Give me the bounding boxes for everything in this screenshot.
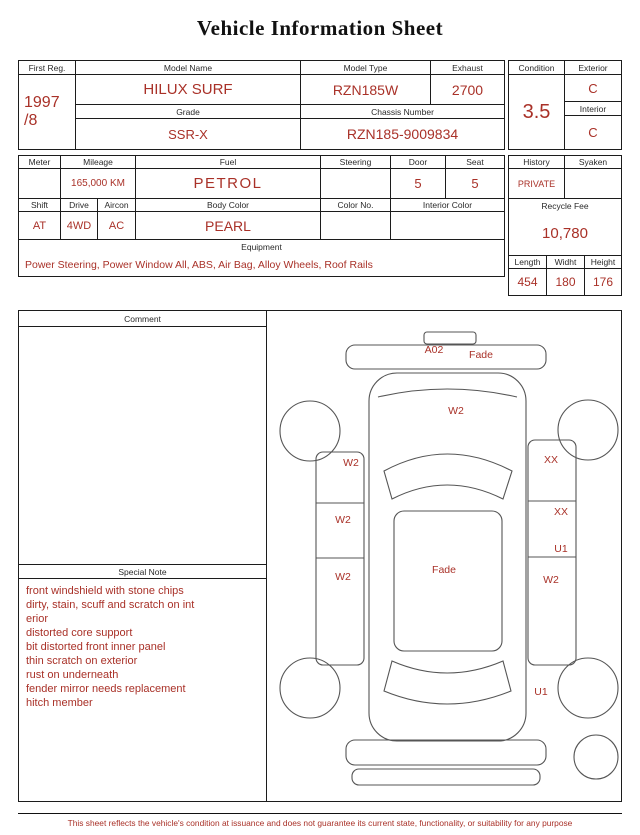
seat-label: Seat	[466, 157, 484, 167]
special-note-label: Special Note	[19, 564, 266, 579]
note-line: hitch member	[26, 697, 93, 709]
equipment-value: Power Steering, Power Window All, ABS, Air Bag, Alloy Wheels, Roof Rails	[25, 258, 373, 271]
note-line: distorted core support	[26, 627, 133, 639]
car-damage-diagram	[267, 311, 621, 801]
model-name-value: HILUX SURF	[76, 75, 301, 104]
condition-value: 3.5	[522, 100, 551, 123]
condition-label: Condition	[509, 61, 564, 75]
first-reg-year: 1997	[24, 94, 60, 111]
damage-code: U1	[554, 543, 568, 555]
door-value: 5	[391, 169, 446, 198]
top-table-main	[18, 60, 505, 150]
history-label: History	[509, 156, 565, 168]
comment-column	[19, 311, 267, 801]
inspection-body	[18, 310, 622, 802]
meter-label: Meter	[19, 156, 61, 168]
damage-code: W2	[335, 514, 351, 526]
history-value: PRIVATE	[509, 169, 565, 198]
height-label: Height	[590, 257, 616, 267]
height-value: 176	[592, 275, 614, 289]
note-line: bit distorted front inner panel	[26, 641, 166, 653]
equipment-label: Equipment	[241, 241, 282, 252]
grade-label: Grade	[76, 105, 301, 118]
width-value: 180	[547, 269, 585, 295]
aircon-label: Aircon	[98, 199, 136, 211]
chassis-number-value: RZN185-9009834	[346, 126, 459, 142]
damage-code: Fade	[432, 564, 456, 576]
exterior-label: Exterior	[565, 61, 621, 75]
footer-disclaimer: This sheet reflects the vehicle's condition at issuance and does not guarantee its current state, functionality, or suitability for any purpose	[18, 813, 622, 828]
model-type-value: RZN185W	[301, 75, 431, 104]
width-label: Widht	[547, 256, 585, 268]
damage-code: U1	[534, 686, 548, 698]
note-line: rust on underneath	[26, 669, 119, 681]
color-no-value	[321, 212, 391, 239]
model-name-label: Model Name	[76, 61, 301, 74]
length-label: Length	[509, 256, 547, 268]
seat-value: 5	[471, 176, 479, 191]
note-line: dirty, stain, scuff and scratch on int	[26, 599, 195, 611]
mileage-value: 165,000 KM	[61, 169, 136, 198]
exhaust-value: 2700	[451, 81, 484, 98]
steering-value	[321, 169, 391, 198]
shift-value: AT	[19, 212, 61, 239]
recycle-fee-label: Recycle Fee	[541, 200, 589, 211]
fuel-label: Fuel	[136, 156, 321, 168]
spec-table-right	[508, 155, 622, 296]
body-color-value: PEARL	[136, 212, 321, 239]
interior-label: Interior	[565, 102, 621, 116]
syaken-value	[565, 169, 621, 198]
interior-color-value	[391, 212, 504, 239]
steering-label: Steering	[321, 156, 391, 168]
mileage-label: Mileage	[61, 156, 136, 168]
grade-value: SSR-X	[76, 119, 301, 149]
body-color-label: Body Color	[136, 199, 321, 211]
shift-label: Shift	[19, 199, 61, 211]
recycle-fee-value: 10,780	[542, 225, 588, 242]
damage-code: W2	[335, 571, 351, 583]
interior-color-label: Interior Color	[422, 200, 473, 210]
note-line: thin scratch on exterior	[26, 655, 138, 667]
top-table-condition	[508, 60, 622, 150]
syaken-label: Syaken	[578, 157, 608, 167]
drive-label: Drive	[61, 199, 98, 211]
note-line: fender mirror needs replacement	[26, 683, 186, 695]
damage-code: W2	[343, 457, 359, 469]
damage-code: W2	[543, 574, 559, 586]
exhaust-label: Exhaust	[452, 62, 483, 73]
first-reg-label: First Reg.	[19, 61, 75, 75]
chassis-number-label: Chassis Number	[371, 106, 434, 117]
damage-code: XX	[553, 506, 569, 518]
damage-code: W2	[448, 405, 464, 417]
special-note-text	[19, 579, 266, 801]
damage-code: XX	[543, 454, 559, 466]
first-reg-month: /8	[24, 112, 38, 129]
length-value: 454	[509, 269, 547, 295]
color-no-label: Color No.	[321, 199, 391, 211]
car-top-view-drawing	[267, 311, 621, 801]
fuel-value: PETROL	[136, 169, 321, 198]
drive-value: 4WD	[61, 212, 98, 239]
spec-table-main	[18, 155, 505, 277]
comment-label: Comment	[19, 311, 266, 327]
note-line: erior	[26, 613, 49, 625]
interior-value: C	[588, 125, 598, 140]
first-reg-value	[19, 75, 75, 149]
page-title: Vehicle Information Sheet	[196, 16, 444, 40]
comment-area	[19, 327, 266, 564]
damage-code: Fade	[469, 349, 493, 361]
aircon-value: AC	[98, 212, 136, 239]
exterior-value: C	[565, 75, 621, 102]
note-line: front windshield with stone chips	[26, 585, 184, 597]
model-type-label: Model Type	[301, 61, 431, 74]
door-label: Door	[391, 156, 446, 168]
meter-value	[19, 169, 61, 198]
damage-code: A02	[424, 344, 444, 356]
